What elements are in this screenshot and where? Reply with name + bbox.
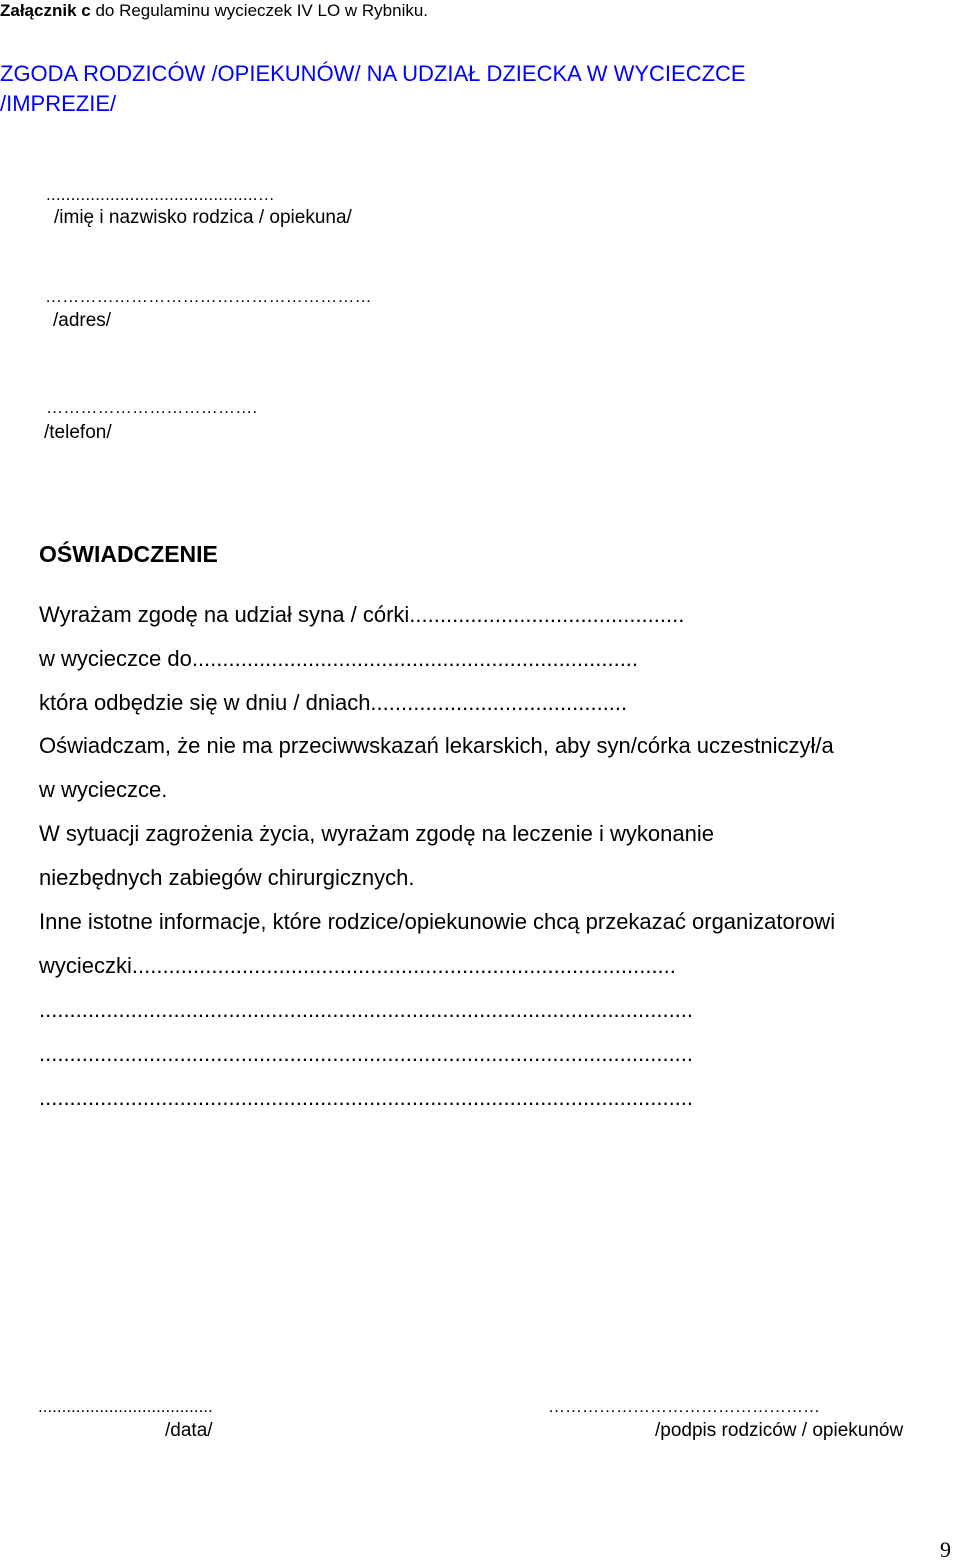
phone-field-label: /telefon/ <box>44 422 112 443</box>
statement-line: Inne istotne informacje, które rodzice/opiekunowie chcą przekazać organizatorowi <box>39 909 836 934</box>
statement-line: w wycieczce do......................................................................... <box>39 646 639 671</box>
signature-label: /podpis rodziców / opiekunów <box>655 1420 904 1441</box>
document-title-line-2: /IMPREZIE/ <box>0 91 117 116</box>
name-field-label: /imię i nazwisko rodzica / opiekuna/ <box>54 207 352 228</box>
signature-fill-line: ………………………………………… <box>548 1397 820 1416</box>
statement-fill-line: ........................................................................................................... <box>39 1085 694 1110</box>
date-fill-line: ..................................... <box>38 1397 213 1416</box>
header-line <box>0 1 428 21</box>
page-number: 9 <box>940 1537 951 1562</box>
name-fill-line: ...........................................… <box>46 185 275 204</box>
address-field-label: /adres/ <box>53 310 112 331</box>
statement-line: niezbędnych zabiegów chirurgicznych. <box>39 865 415 890</box>
address-fill-line: ………………………………………………… <box>45 287 372 306</box>
statement-line: Wyrażam zgodę na udział syna / córki............................................. <box>39 602 685 627</box>
document-title-line-1: ZGODA RODZICÓW /OPIEKUNÓW/ NA UDZIAŁ DZIECKA W WYCIECZCE <box>0 61 746 86</box>
statement-fill-line: ........................................................................................................... <box>39 997 694 1022</box>
attachment-description: do Regulaminu wycieczek IV LO w Rybniku. <box>90 1 429 20</box>
statement-line: która odbędzie się w dniu / dniach.......................................... <box>39 690 628 715</box>
statement-line: Oświadczam, że nie ma przeciwwskazań lekarskich, aby syn/córka uczestniczył/a <box>39 733 834 758</box>
statement-line: wycieczki......................................................................................... <box>39 953 676 978</box>
phone-fill-line: ………………………………. <box>46 398 258 417</box>
statement-fill-line: ........................................................................................................... <box>39 1041 694 1066</box>
date-label: /data/ <box>165 1420 213 1441</box>
statement-line: W sytuacji zagrożenia życia, wyrażam zgodę na leczenie i wykonanie <box>39 821 714 846</box>
statement-heading: OŚWIADCZENIE <box>39 541 218 567</box>
statement-line: w wycieczce. <box>39 777 168 802</box>
attachment-label: Załącznik c <box>0 1 91 20</box>
